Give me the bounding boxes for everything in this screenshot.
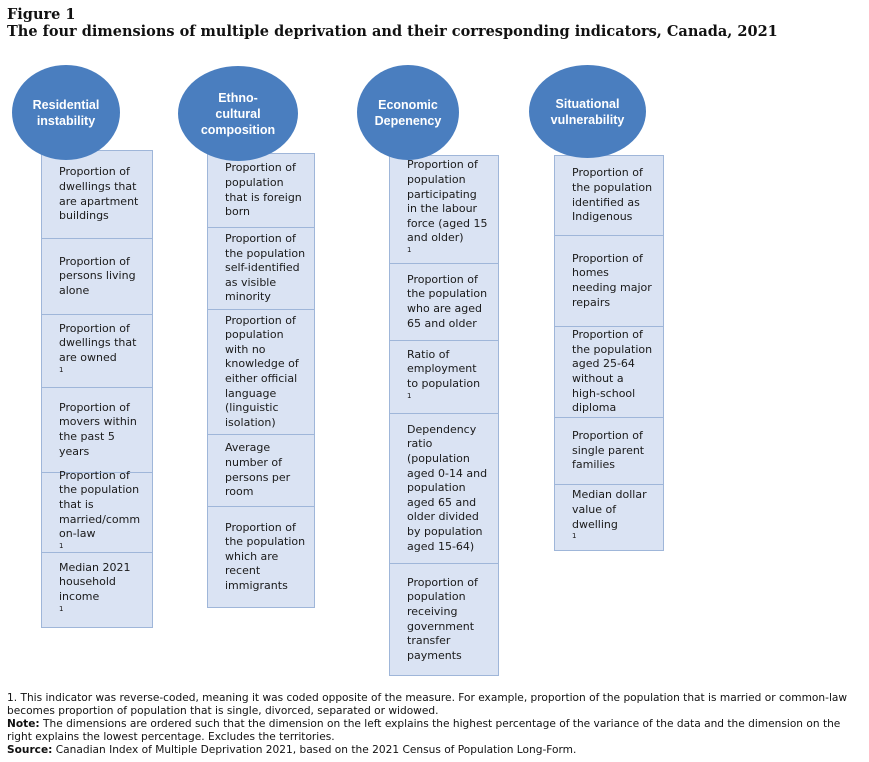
reverse-coded-mark: 1 — [59, 365, 64, 374]
indicator-box — [207, 309, 315, 435]
note-text: The dimensions are ordered such that the dimension on the left explains the highest percentage of the variance of the data and the dimension on the right explains the lowest percentage. Excludes the territories. — [7, 718, 841, 743]
dimension-label: Residential instability — [32, 97, 100, 128]
reverse-coded-mark: 1 — [407, 245, 412, 254]
indicator-box — [389, 413, 499, 564]
dimension-label: Economic Depenency — [374, 97, 442, 128]
indicator-text: Proportion of population receiving government transfer payments — [407, 575, 478, 662]
indicator-box — [554, 484, 664, 551]
indicator-box — [554, 417, 664, 485]
footnote-source — [7, 744, 862, 757]
indicator-box — [389, 563, 499, 676]
figure-label: Figure 1 — [7, 6, 76, 23]
indicator-box — [41, 150, 153, 239]
indicator-text: Proportion of population that is foreign born — [225, 161, 302, 219]
footnote-reverse-coded: 1. This indicator was reverse-coded, meaning it was coded opposite of the measure. For example, proportion of the population that is married or common-law becomes proportion of population that is single, divorced, separated or widowed. — [7, 692, 848, 717]
indicator-box — [207, 506, 315, 608]
source-text: Canadian Index of Multiple Deprivation 2021, based on the 2021 Census of Population Long-Form. — [52, 744, 577, 756]
dimension-circle-ethno-cultural — [178, 66, 298, 161]
indicator-box — [207, 153, 315, 228]
figure-title: The four dimensions of multiple deprivation and their corresponding indicators, Canada, 2021 — [7, 23, 778, 40]
indicator-text: Proportion of the population identified as Indigenous — [572, 166, 653, 224]
reverse-coded-mark: 1 — [59, 604, 64, 613]
indicator-box — [554, 326, 664, 418]
indicator-box — [41, 552, 153, 628]
indicator-text: Average number of persons per room — [225, 441, 291, 499]
dimension-label: Situational vulnerability — [550, 96, 625, 127]
indicator-text: Ratio of employment to population — [407, 347, 481, 390]
indicator-text: Proportion of single parent families — [572, 429, 645, 472]
source-label: Source: — [7, 744, 53, 756]
indicator-box — [389, 263, 499, 341]
dimension-label: Ethno-cultural composition — [200, 90, 276, 137]
indicator-text: Proportion of the population that is married/comm on-law — [59, 468, 141, 541]
indicator-box — [207, 434, 315, 507]
indicator-text: Proportion of dwellings that are apartment buildings — [59, 165, 139, 223]
reverse-coded-mark: 1 — [407, 391, 412, 400]
indicator-text: Proportion of the population self-identified as visible minority — [225, 232, 306, 304]
indicator-box — [41, 468, 153, 553]
dimension-circle-economic-dependency — [357, 65, 459, 160]
indicator-text: Median dollar value of dwelling — [572, 488, 647, 531]
indicator-text: Dependency ratio (population aged 0-14 and population aged 65 and older divided by population aged 15-64) — [407, 422, 488, 553]
reverse-coded-mark: 1 — [572, 532, 577, 541]
indicator-text: Median 2021 household income — [59, 560, 131, 603]
indicator-text: Proportion of movers within the past 5 years — [59, 400, 137, 458]
indicator-box — [554, 235, 664, 327]
indicator-box — [389, 155, 499, 264]
indicator-text: Proportion of the population which are recent immigrants — [225, 520, 306, 592]
note-label: Note: — [7, 718, 40, 730]
indicator-box — [41, 314, 153, 388]
indicator-text: Proportion of persons living alone — [59, 254, 136, 297]
indicator-box — [41, 238, 153, 315]
indicator-box — [207, 227, 315, 310]
dimension-circle-residential-instability — [12, 65, 120, 160]
indicator-text: Proportion of dwellings that are owned — [59, 321, 137, 364]
dimension-circle-situational-vulnerability — [529, 65, 646, 158]
indicator-text: Proportion of homes needing major repairs — [572, 251, 652, 309]
indicator-box — [389, 340, 499, 414]
footnotes — [7, 692, 862, 757]
indicator-box — [554, 155, 664, 236]
footnote-note — [7, 718, 862, 744]
indicator-text: Proportion of the population aged 25-64 without a high-school diploma — [572, 328, 653, 415]
reverse-coded-mark: 1 — [59, 541, 64, 550]
indicator-box — [41, 387, 153, 473]
indicator-text: Proportion of the population who are aged 65 and older — [407, 272, 488, 330]
indicator-text: Proportion of population participating in the labour force (aged 15 and older) — [407, 158, 488, 245]
indicator-text: Proportion of population with no knowledge of either official language (linguistic isolation) — [225, 313, 299, 429]
